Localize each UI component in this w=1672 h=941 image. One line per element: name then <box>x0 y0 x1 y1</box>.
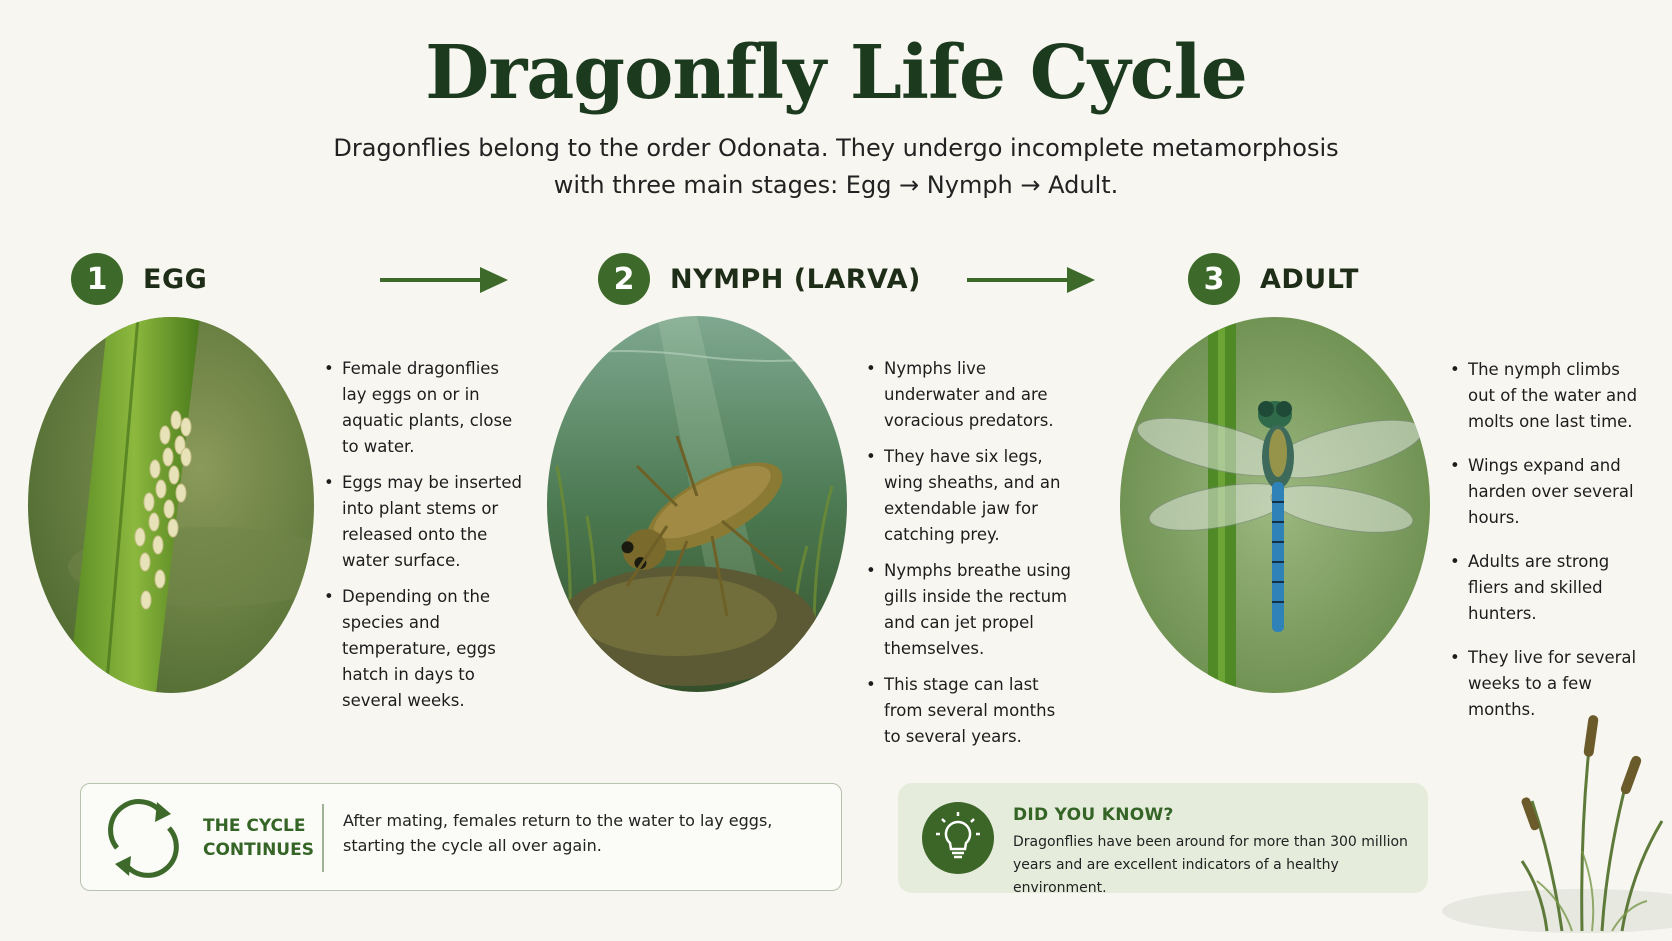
stage-title: EGG <box>143 263 208 295</box>
list-item: • Adults are strong fliers and skilled hunters. <box>1450 549 1650 627</box>
list-item: • Female dragonflies lay eggs on or in aquatic plants, close to water. <box>324 356 524 460</box>
cycle-title <box>203 814 323 862</box>
cycle-title-line-2: CONTINUES <box>203 840 314 860</box>
nymph-facts-list <box>866 356 1076 760</box>
list-item: • This stage can last from several months to several years. <box>866 672 1076 750</box>
list-item: • Depending on the species and temperature, eggs hatch in days to several weeks. <box>324 584 524 714</box>
cattail-reeds-illustration <box>1432 701 1672 941</box>
subtitle-line-2: with three main stages: Egg → Nymph → Adult. <box>553 171 1119 199</box>
divider <box>322 804 324 872</box>
cycle-arrows-icon <box>101 796 185 880</box>
list-item: • Nymphs live underwater and are voracious predators. <box>866 356 1076 434</box>
list-item: • Nymphs breathe using gills inside the rectum and can jet propel themselves. <box>866 558 1076 662</box>
did-you-know-text: Dragonflies have been around for more than 300 million years and are excellent indicators of a healthy environment. <box>1013 834 1408 896</box>
stage-number-badge: 1 <box>71 253 123 305</box>
adult-facts-list <box>1450 357 1650 733</box>
stage-number-badge: 3 <box>1188 253 1240 305</box>
cycle-continues-panel <box>80 783 842 891</box>
list-item: • Wings expand and harden over several hours. <box>1450 453 1650 531</box>
nymph-photo <box>547 316 847 692</box>
stage-title: NYMPH (LARVA) <box>670 263 921 295</box>
stage-header-nymph <box>598 252 921 306</box>
cycle-title-line-1: THE CYCLE <box>203 816 306 836</box>
arrow-right-icon <box>380 264 510 296</box>
list-item: • The nymph climbs out of the water and molts one last time. <box>1450 357 1650 435</box>
page-title: Dragonfly Life Cycle <box>425 30 1247 116</box>
list-item: • Eggs may be inserted into plant stems or released onto the water surface. <box>324 470 524 574</box>
did-you-know-title: DID YOU KNOW? <box>1013 805 1174 825</box>
did-you-know-panel <box>898 783 1428 896</box>
lightbulb-icon <box>922 802 994 874</box>
subtitle-line-1: Dragonflies belong to the order Odonata. They undergo incomplete metamorphosis <box>333 134 1339 162</box>
adult-photo <box>1120 317 1430 693</box>
list-item: • They have six legs, wing sheaths, and an extendable jaw for catching prey. <box>866 444 1076 548</box>
page-subtitle <box>236 130 1436 204</box>
stage-title: ADULT <box>1260 263 1359 295</box>
list-item: • They live for several weeks to a few months. <box>1450 645 1650 723</box>
stage-header-adult <box>1188 252 1359 306</box>
stage-header-egg <box>71 252 207 306</box>
stage-number-badge: 2 <box>598 253 650 305</box>
egg-facts-list <box>324 356 524 724</box>
egg-photo <box>28 317 314 693</box>
arrow-right-icon <box>967 264 1097 296</box>
cycle-description: After mating, females return to the water to lay eggs, starting the cycle all over again. <box>343 811 773 855</box>
